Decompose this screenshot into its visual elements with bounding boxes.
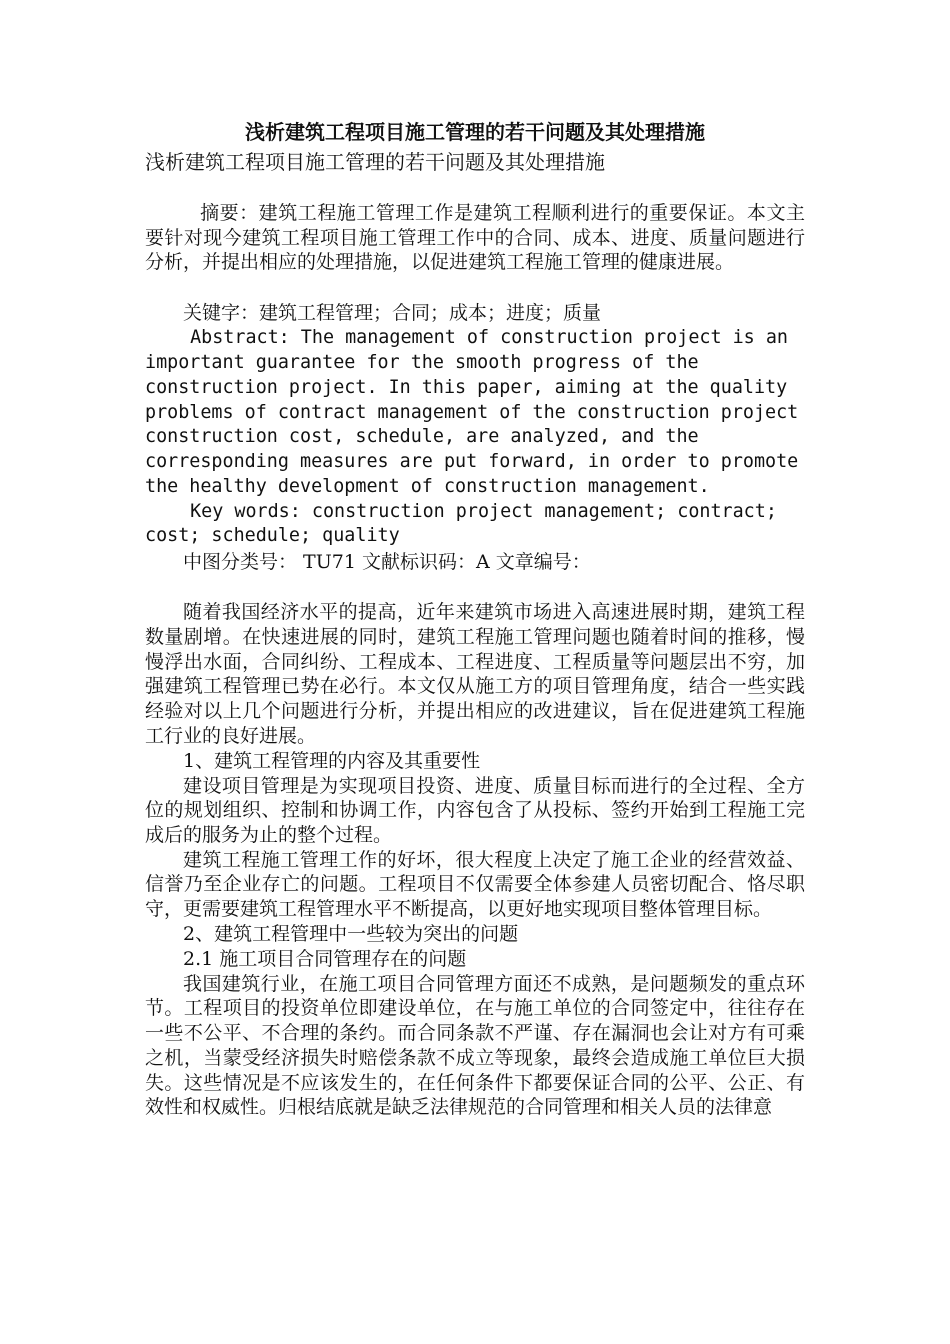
section-1-paragraph-1: 建设项目管理是为实现项目投资、进度、质量目标而进行的全过程、全方位的规划组织、控制和协调工作，内容包含了从投标、签约开始到工程施工完成后的服务为止的整个过程。 [145, 774, 805, 846]
spacer [145, 176, 805, 201]
section-2-1-heading: 2.1 施工项目合同管理存在的问题 [183, 947, 467, 970]
section-2-heading: 2、建筑工程管理中一些较为突出的问题 [183, 922, 519, 945]
classification-line: 中图分类号： TU71 文献标识码：A 文章编号： [183, 551, 591, 574]
document-body [145, 116, 805, 1120]
keywords-en: Key words: construction project management; contract; cost; schedule; quality [145, 500, 777, 547]
document-subtitle: 浅析建筑工程项目施工管理的若干问题及其处理措施 [145, 150, 605, 174]
section-2-1-paragraph-1: 我国建筑行业，在施工项目合同管理方面还不成熟，是问题频发的重点环节。工程项目的投资单位即建设单位，在与施工单位的合同签定中，往往存在一些不公平、不合理的条约。而合同条款不严谨、存在漏洞也会让对方有可乘之机，当蒙受经济损失时赔偿条款不成立等现象，最终会造成施工单位巨大损失。这些情况是不应该发生的，在任何条件下都要保证合同的公平、公正、有效性和权威性。归根结底就是缺乏法律规范的合同管理和相关人员的法律意 [145, 972, 805, 1119]
document-title: 浅析建筑工程项目施工管理的若干问题及其处理措施 [245, 120, 705, 144]
intro-paragraph: 随着我国经济水平的提高，近年来建筑市场进入高速进展时期，建筑工程数量剧增。在快速进展的同时，建筑工程施工管理问题也随着时间的推移，慢慢浮出水面，合同纠纷、工程成本、工程进度、工程质量等问题层出不穷，加强建筑工程管理已势在必行。本文仅从施工方的项目管理角度，结合一些实践经验对以上几个问题进行分析，并提出相应的改进建议，旨在促进建筑工程施工行业的良好进展。 [145, 601, 805, 747]
section-1-heading: 1、建筑工程管理的内容及其重要性 [183, 749, 481, 772]
keywords-cn: 关键字：建筑工程管理；合同；成本；进度；质量 [183, 302, 602, 325]
spacer [145, 575, 805, 600]
section-1-paragraph-2: 建筑工程施工管理工作的好坏，很大程度上决定了施工企业的经营效益、信誉乃至企业存亡的问题。工程项目不仅需要全体参建人员密切配合、恪尽职守，更需要建筑工程管理水平不断提高，以更好地实现项目整体管理目标。 [145, 848, 805, 921]
spacer [145, 275, 805, 300]
abstract-en: Abstract: The management of construction project is an important guarantee for the smooth progress of the construction project. In this paper, aiming at the quality problems of contract management of the construction project construction cost, schedule, are analyzed, and the corresponding measures are put forward, in order to promote the healthy development of construction management. [145, 327, 799, 497]
abstract-cn: 摘要：建筑工程施工管理工作是建筑工程顺利进行的重要保证。本文主要针对现今建筑工程项目施工管理工作中的合同、成本、进度、质量问题进行分析，并提出相应的处理措施，以促进建筑工程施工管理的健康进展。 [145, 202, 805, 274]
